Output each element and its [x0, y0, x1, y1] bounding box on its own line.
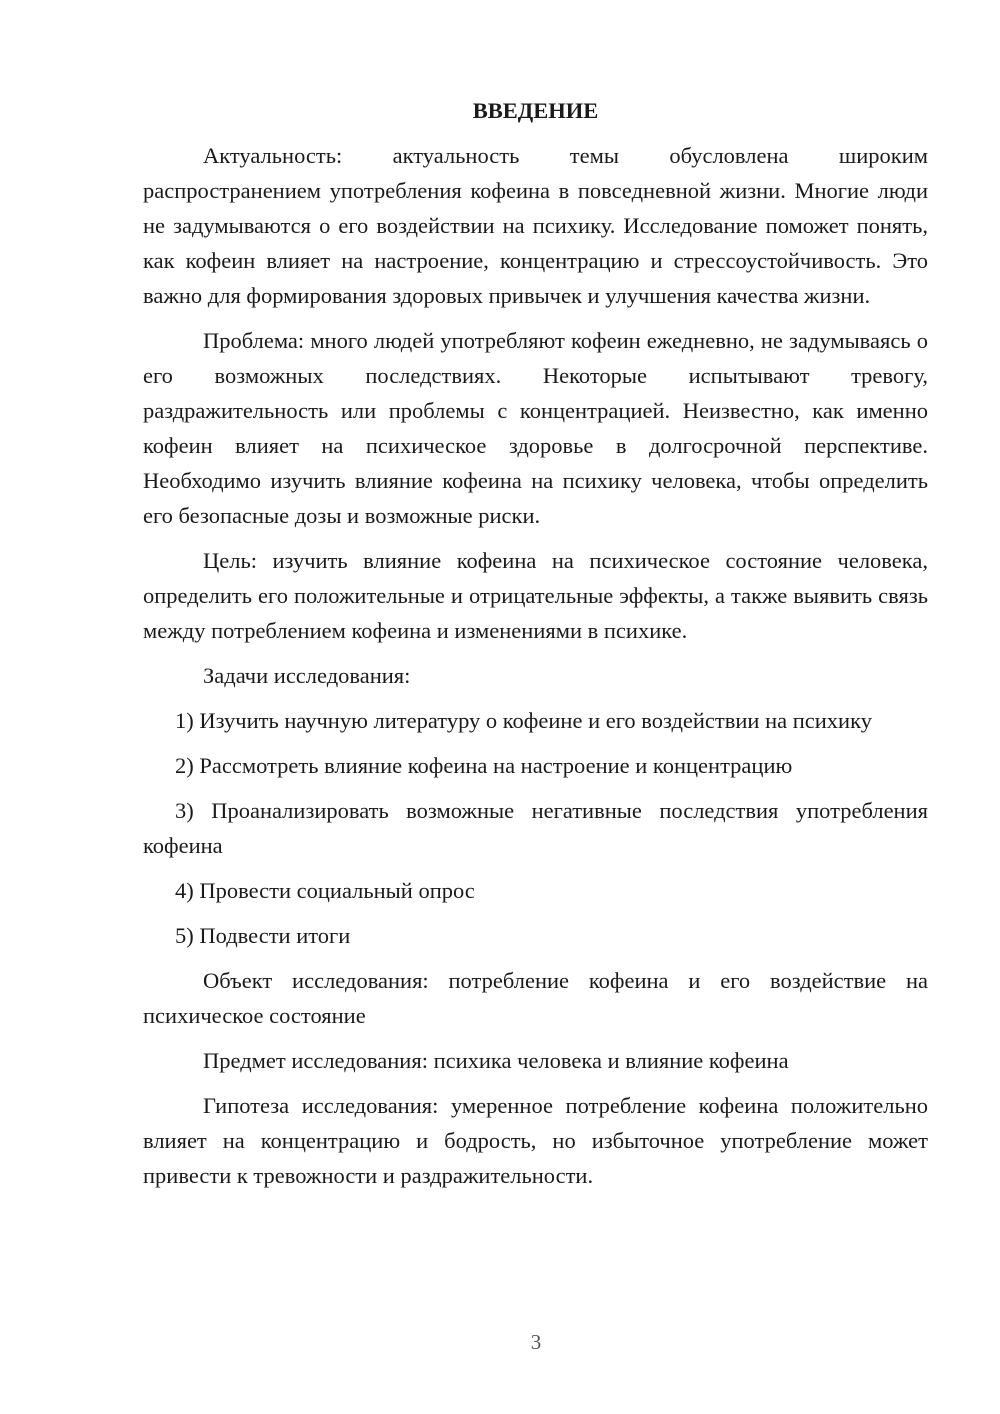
task-item-1: 1) Изучить научную литературу о кофеине и его воздействии на психику	[175, 708, 872, 733]
section-title: ВВЕДЕНИЕ	[472, 98, 599, 123]
task-item-5: 5) Подвести итоги	[175, 923, 351, 948]
page-number: 3	[530, 1330, 542, 1354]
document-page	[143, 93, 928, 1203]
task-item-4: 4) Провести социальный опрос	[175, 878, 475, 903]
paragraph-goal: Цель: изучить влияние кофеина на психическое состояние человека, определить его положительные и отрицательные эффекты, а также выявить связь между потреблением кофеина и изменениями в психике.	[143, 548, 928, 643]
paragraph-subject: Предмет исследования: психика человека и влияние кофеина	[203, 1048, 789, 1073]
paragraph-problem: Проблема: много людей употребляют кофеин ежедневно, не задумываясь о его возможных последствиях. Некоторые испытывают тревогу, раздражительность или проблемы с концентрацией. Неизвестно, как именно кофеин влияет на психическое здоровье в долгосрочной перспективе. Необходимо изучить влияние кофеина на психику человека, чтобы определить его безопасные дозы и возможные риски.	[143, 328, 928, 528]
task-item-2: 2) Рассмотреть влияние кофеина на настроение и концентрацию	[175, 753, 793, 778]
paragraph-relevance: Актуальность: актуальность темы обусловлена широким распространением употребления кофеина в повседневной жизни. Многие люди не задумываются о его воздействии на психику. Исследование поможет понять, как кофеин влияет на настроение, концентрацию и стрессоустойчивость. Это важно для формирования здоровых привычек и улучшения качества жизни.	[143, 143, 928, 308]
paragraph-object: Объект исследования: потребление кофеина и его воздействие на психическое состояние	[143, 968, 928, 1028]
paragraph-hypothesis: Гипотеза исследования: умеренное потребление кофеина положительно влияет на концентрацию и бодрость, но избыточное употребление может привести к тревожности и раздражительности.	[143, 1093, 928, 1188]
task-item-3: 3) Проанализировать возможные негативные последствия употребления кофеина	[143, 798, 928, 858]
tasks-heading: Задачи исследования:	[203, 663, 411, 688]
